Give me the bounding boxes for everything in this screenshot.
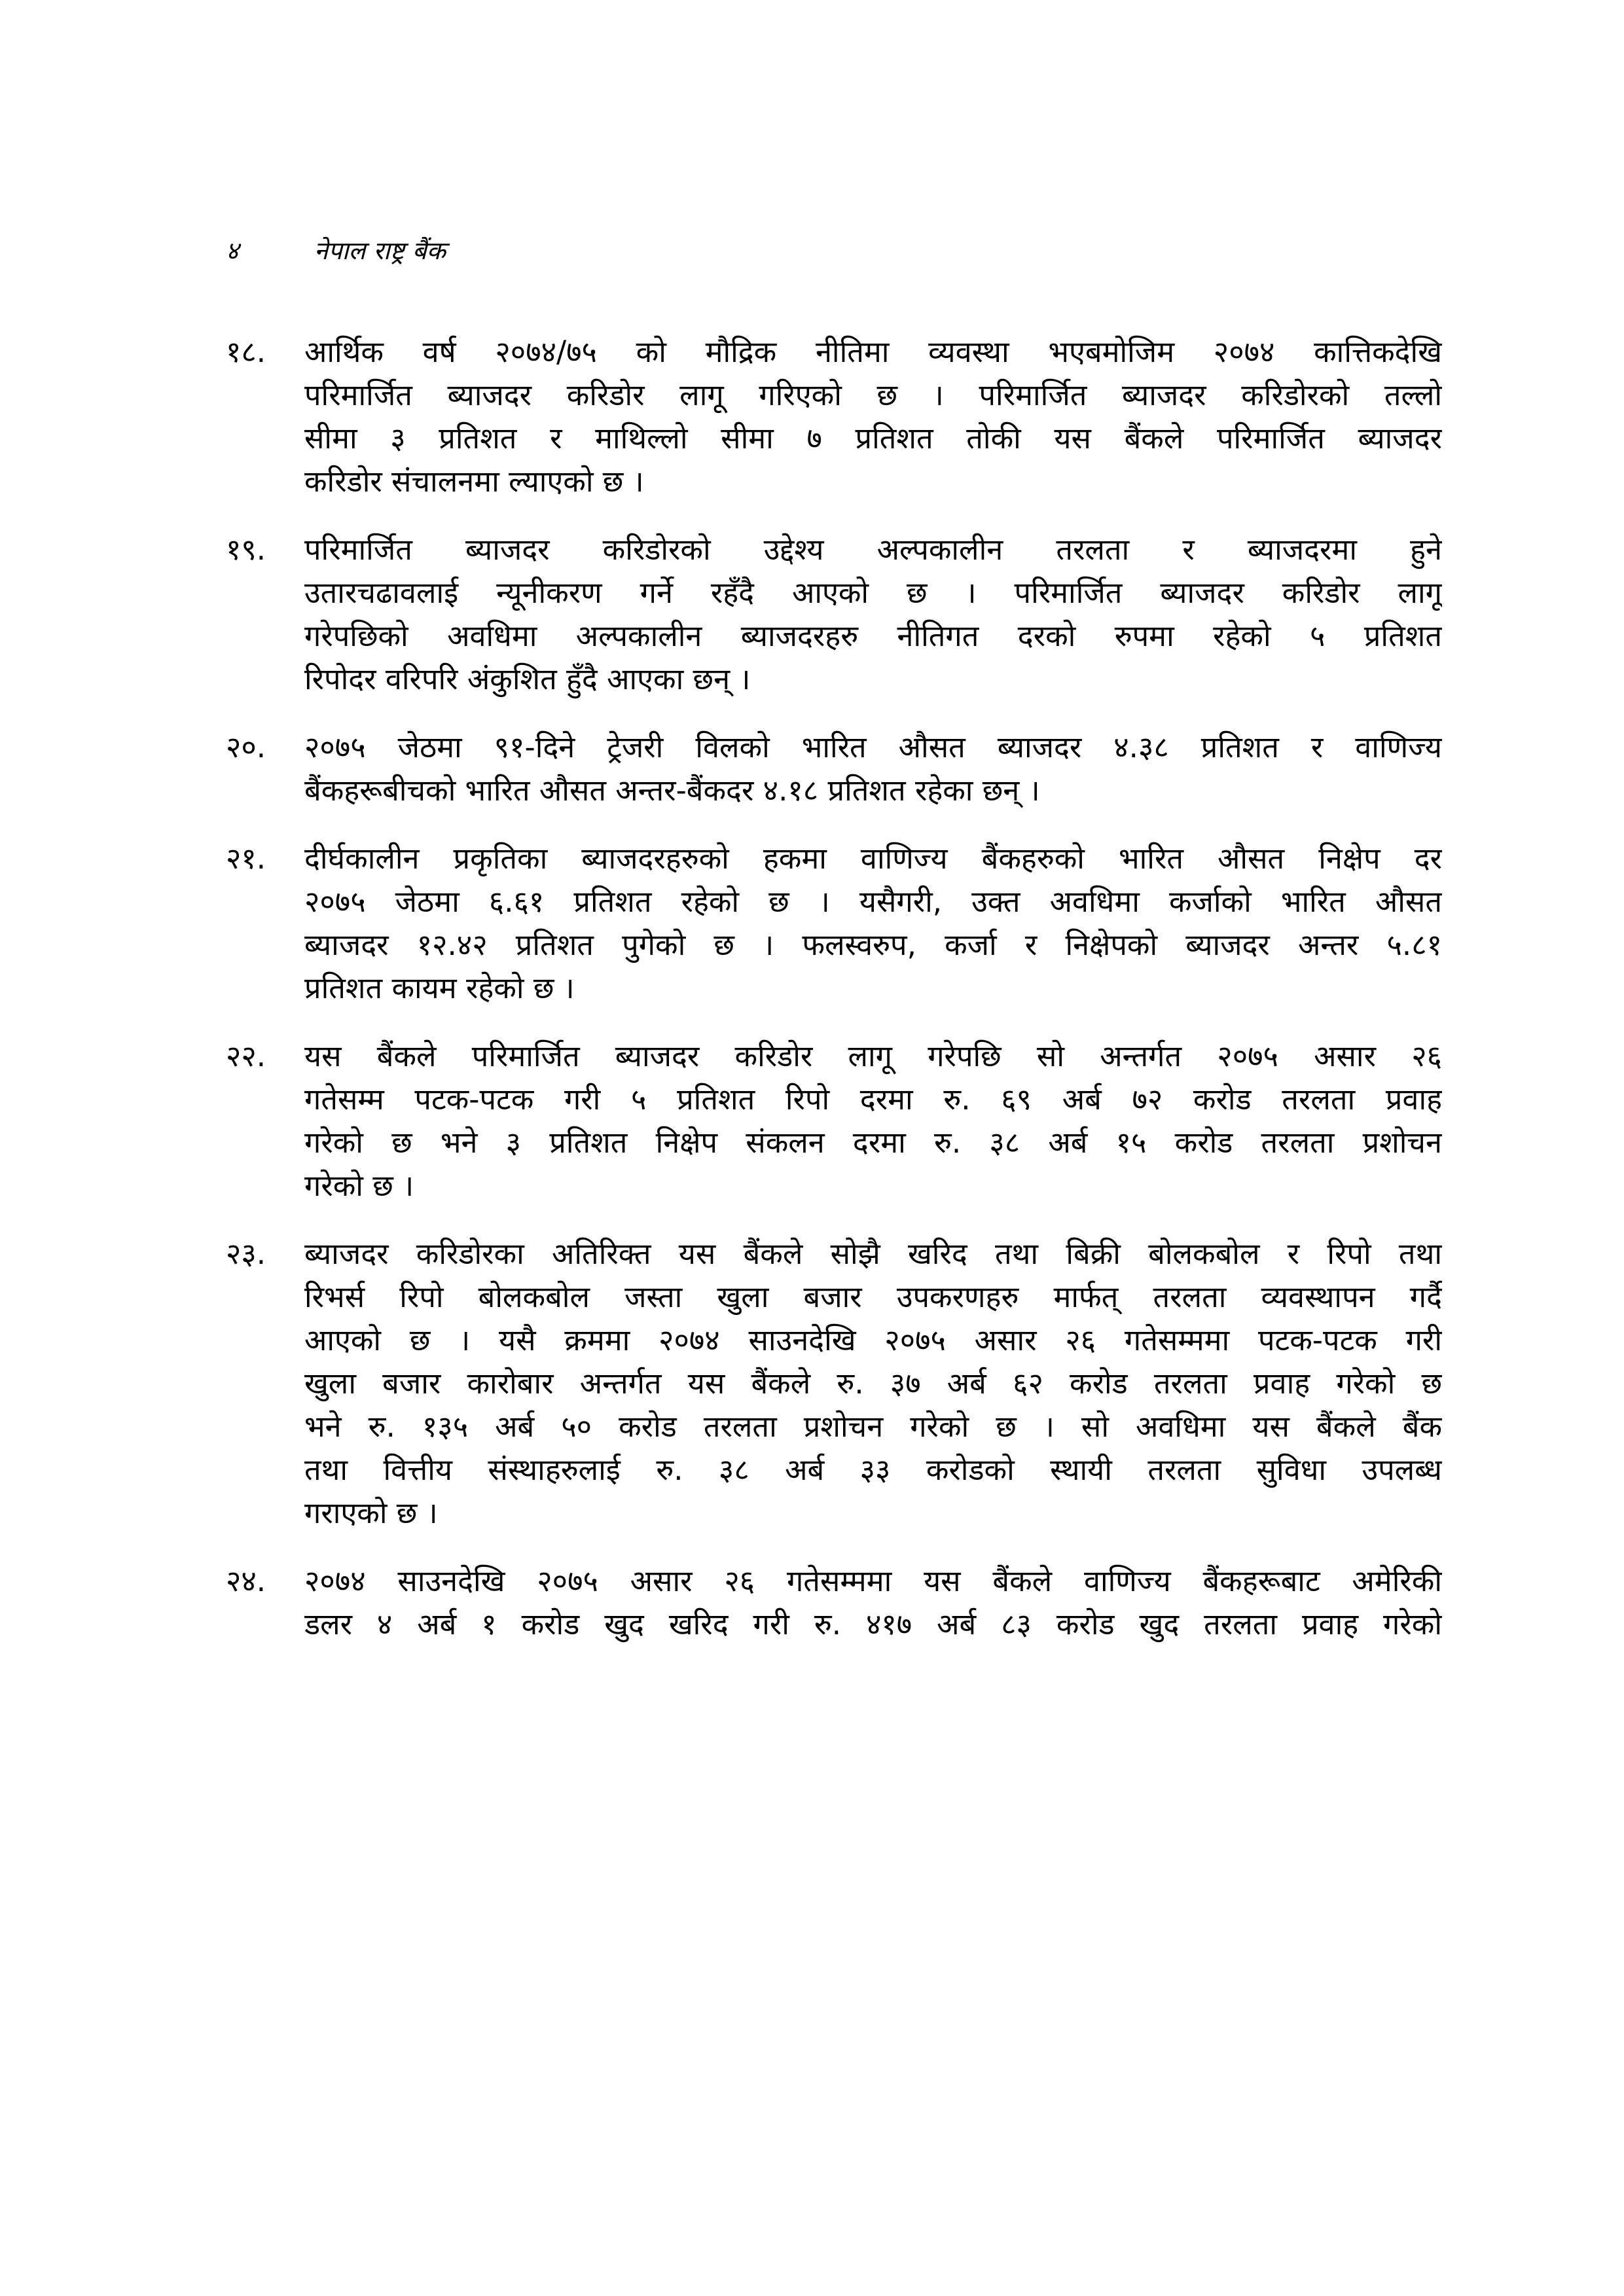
text-line: गरेको छ । — [304, 1168, 414, 1203]
text-line: बैंकहरूबीचको भारित औसत अन्तर-बैंकदर ४.१८ प्रतिशत रहेका छन् । — [304, 773, 1040, 808]
paragraph-number: २१. — [226, 841, 266, 876]
text-line: ब्याजदर करिडोरका अतिरिक्त यस बैंकले सोझै खरिद तथा बिक्री बोलकबोल र रिपो तथा — [304, 1236, 1442, 1271]
text-line: आएको छ । यसै क्रममा २०७४ साउनदेखि २०७५ असार २६ गतेसम्ममा पटक-पटक गरी — [304, 1323, 1442, 1357]
numbered-paragraph — [226, 726, 1442, 812]
text-line: आर्थिक वर्ष २०७४/७५ को मौद्रिक नीतिमा व्यवस्था भएबमोजिम २०७४ कात्तिकदेखि — [304, 334, 1442, 369]
text-line: गतेसम्म पटक-पटक गरी ५ प्रतिशत रिपो दरमा रु. ६९ अर्ब ७२ करोड तरलता प्रवाह — [304, 1082, 1442, 1117]
paragraph-text — [304, 837, 1442, 1010]
paragraph-number: १९. — [226, 532, 266, 567]
paragraph-number: २३. — [226, 1236, 266, 1271]
paragraph-number: १८. — [226, 334, 266, 369]
paragraph-text — [304, 726, 1442, 812]
text-line: गरेपछिको अवधिमा अल्पकालीन ब्याजदरहरु नीतिगत दरको रुपमा रहेको ५ प्रतिशत — [304, 619, 1442, 653]
paragraph-text — [304, 1560, 1442, 1646]
text-line: उतारचढावलाई न्यूनीकरण गर्ने रहँदै आएको छ । परिमार्जित ब्याजदर करिडोर लागू — [304, 575, 1442, 610]
paragraph-text — [304, 1035, 1442, 1208]
text-line: डलर ४ अर्ब १ करोड खुद खरिद गरी रु. ४१७ अर्ब ८३ करोड खुद तरलता प्रवाह गरेको — [304, 1607, 1442, 1641]
text-line: यस बैंकले परिमार्जित ब्याजदर करिडोर लागू गरेपछि सो अन्तर्गत २०७५ असार २६ — [304, 1039, 1442, 1073]
text-line: खुला बजार कारोबार अन्तर्गत यस बैंकले रु. ३७ अर्ब ६२ करोड तरलता प्रवाह गरेको छ — [304, 1366, 1442, 1401]
text-line: रिपोदर वरिपरि अंकुशित हुँदै आएका छन् । — [304, 662, 751, 696]
numbered-paragraph — [226, 1232, 1442, 1535]
text-line: तथा वित्तीय संस्थाहरुलाई रु. ३८ अर्ब ३३ करोडको स्थायी तरलता सुविधा उपलब्ध — [304, 1452, 1442, 1487]
text-line: परिमार्जित ब्याजदर करिडोर लागू गरिएको छ । परिमार्जित ब्याजदर करिडोरको तल्लो — [304, 378, 1442, 412]
header-title: नेपाल राष्ट्र बैंक — [314, 236, 446, 265]
text-line: २०७५ जेठमा ६.६१ प्रतिशत रहेको छ । यसैगरी, उक्त अवधिमा कर्जाको भारित औसत — [304, 884, 1442, 919]
paragraph-text — [304, 331, 1442, 503]
text-line: करिडोर संचालनमा ल्याएको छ । — [304, 464, 644, 499]
text-line: प्रतिशत कायम रहेको छ । — [304, 971, 575, 1005]
paragraph-number: २२. — [226, 1039, 266, 1073]
paragraph-text — [304, 1232, 1442, 1535]
numbered-paragraph — [226, 1035, 1442, 1208]
text-line: गरेको छ भने ३ प्रतिशत निक्षेप संकलन दरमा रु. ३८ अर्ब १५ करोड तरलता प्रशोचन — [304, 1125, 1442, 1160]
numbered-paragraph — [226, 837, 1442, 1010]
text-line: रिभर्स रिपो बोलकबोल जस्ता खुला बजार उपकरणहरु मार्फत् तरलता व्यवस्थापन गर्दै — [304, 1280, 1442, 1314]
text-line: सीमा ३ प्रतिशत र माथिल्लो सीमा ७ प्रतिशत तोकी यस बैंकले परिमार्जित ब्याजदर — [304, 421, 1442, 456]
text-line: भने रु. १३५ अर्ब ५० करोड तरलता प्रशोचन गरेको छ । सो अवधिमा यस बैंकले बैंक — [304, 1409, 1442, 1444]
text-line: २०७५ जेठमा ९१-दिने ट्रेजरी विलको भारित औसत ब्याजदर ४.३८ प्रतिशत र वाणिज्य — [304, 730, 1442, 764]
document-body — [226, 331, 1442, 1671]
paragraph-text — [304, 528, 1442, 701]
text-line: परिमार्जित ब्याजदर करिडोरको उद्देश्य अल्पकालीन तरलता र ब्याजदरमा हुने — [304, 532, 1442, 567]
text-line: २०७४ साउनदेखि २०७५ असार २६ गतेसम्ममा यस बैंकले वाणिज्य बैंकहरूबाट अमेरिकी — [304, 1564, 1442, 1598]
text-line: गराएको छ । — [304, 1496, 438, 1530]
numbered-paragraph — [226, 528, 1442, 701]
numbered-paragraph — [226, 1560, 1442, 1646]
numbered-paragraph — [226, 331, 1442, 503]
text-line: ब्याजदर १२.४२ प्रतिशत पुगेको छ । फलस्वरुप, कर्जा र निक्षेपको ब्याजदर अन्तर ५.८१ — [304, 927, 1442, 962]
text-line: दीर्घकालीन प्रकृतिका ब्याजदरहरुको हकमा वाणिज्य बैंकहरुको भारित औसत निक्षेप दर — [304, 841, 1442, 876]
paragraph-number: २०. — [226, 730, 266, 764]
paragraph-number: २४. — [226, 1564, 266, 1598]
page-number: ४ — [226, 236, 239, 265]
running-header — [226, 230, 446, 270]
